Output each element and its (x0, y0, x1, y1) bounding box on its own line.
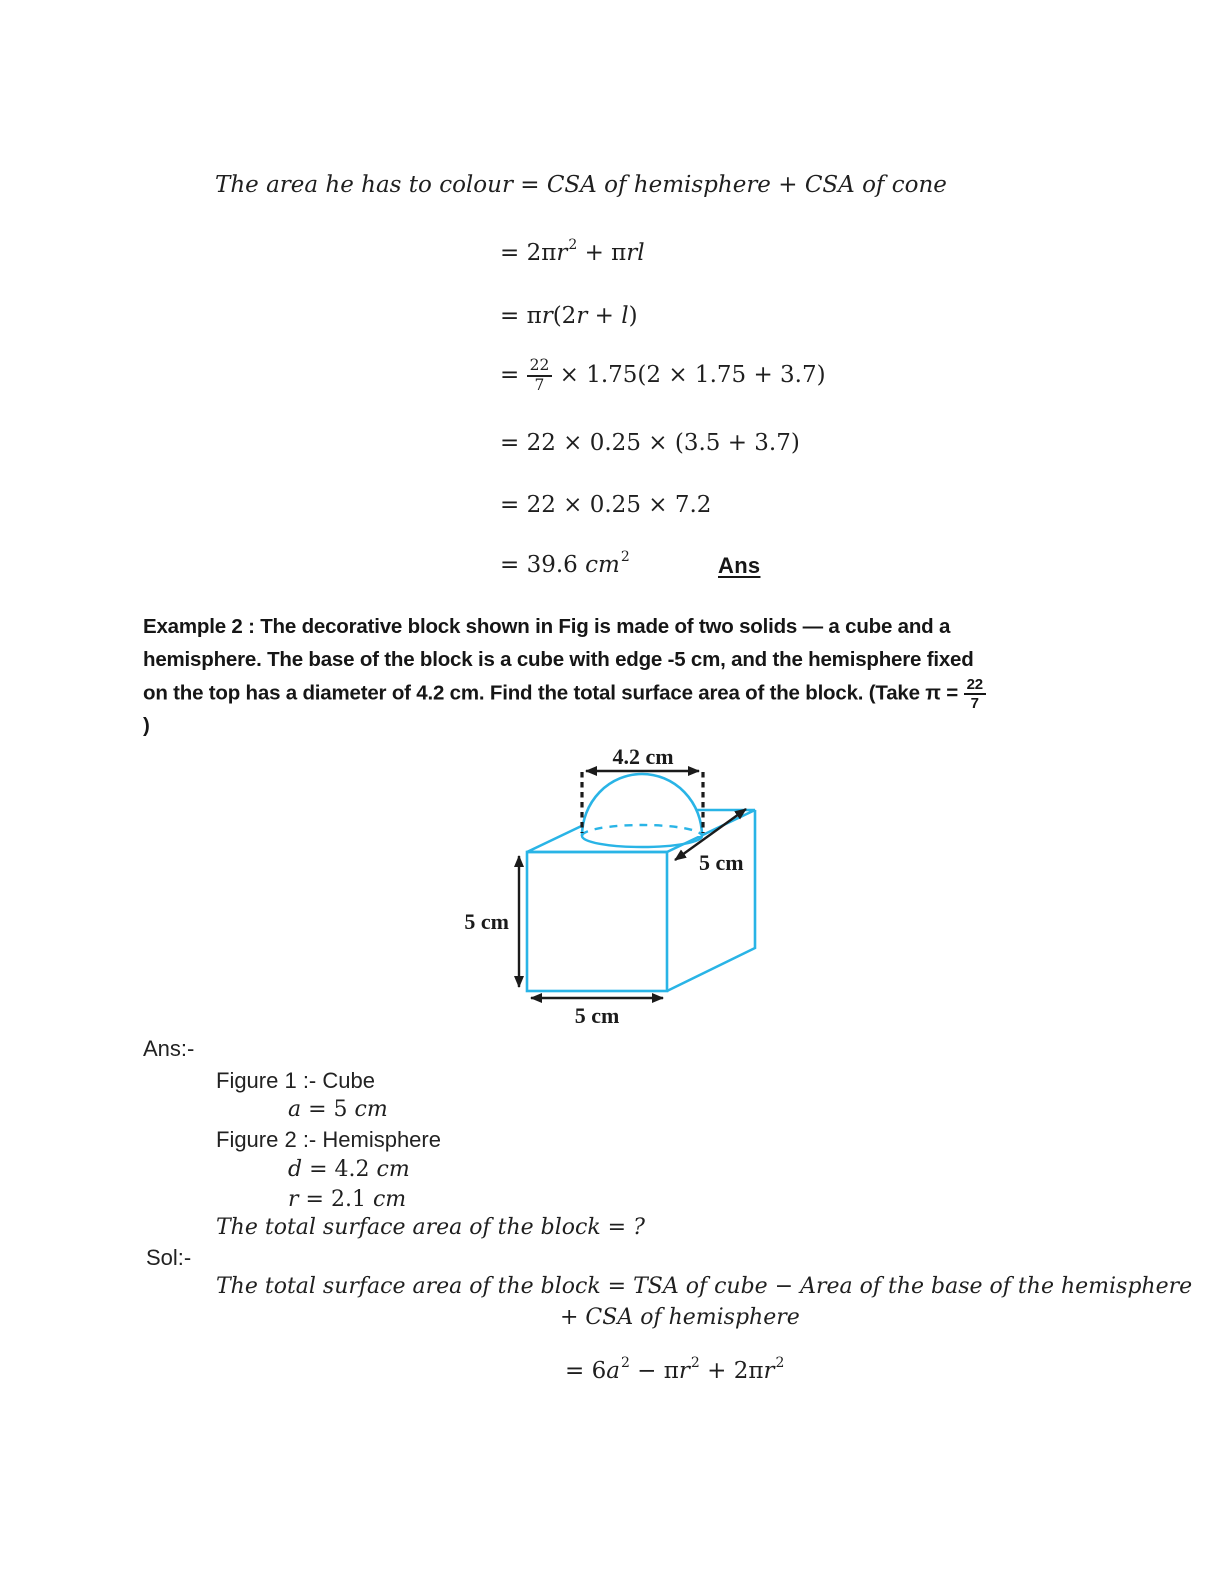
figure1-line: Figure 1 :- Cube (216, 1068, 375, 1093)
depth-label: 5 cm (699, 850, 744, 875)
example2-paragraph (143, 610, 986, 742)
equation-step5: = 22 × 0.25 × 7.2 (500, 492, 712, 518)
a-equals-line: a = 5 cm (288, 1097, 388, 1122)
height-label: 5 cm (464, 909, 509, 934)
equation-result: = 39.6 $cm^2$ (500, 549, 630, 578)
decorative-block-figure (440, 733, 850, 1033)
sol-line-1: The total surface area of the block = TSA of cube − Area of the base of the hemisphere (216, 1274, 1193, 1299)
paragraph-line-3-text: on the top has a diameter of 4.2 cm. Find the total surface area of the block. (Take π = (143, 681, 959, 705)
ans-label: Ans (718, 553, 761, 578)
pi-fraction: $\frac{22}{7}$ (964, 682, 986, 705)
paragraph-line-1: Example 2 : The decorative block shown in Fig is made of two solids — a cube and a (143, 615, 951, 638)
d-equals-line: d = 4.2 cm (288, 1157, 410, 1182)
final-equation: = $6a^2 - \pi r^2 + 2\pi r^2$ (565, 1355, 785, 1384)
hemisphere-fill (582, 774, 702, 836)
sol-heading: Sol:- (146, 1245, 192, 1270)
intro-math-line: The area he has to colour = CSA of hemisphere + CSA of cone (215, 172, 947, 198)
paragraph-line-3 (143, 676, 986, 713)
r-equals-line: r = 2.1 cm (288, 1187, 407, 1212)
cube-right-face-edges (667, 810, 755, 991)
paragraph-line-2: hemisphere. The base of the block is a cube with edge -5 cm, and the hemisphere fixed (143, 648, 974, 671)
diameter-label: 4.2 cm (612, 744, 674, 769)
equation-fraction-step: = $\frac{22}{7}$ × 1.75(2 × 1.75 + 3.7) (500, 356, 826, 394)
figure2-line: Figure 2 :- Hemisphere (216, 1127, 441, 1152)
equation-pir2rl: = πr(2r + l) (500, 303, 638, 329)
ans-heading: Ans:- (143, 1036, 195, 1061)
question-line: The total surface area of the block = ? (216, 1215, 645, 1240)
width-label: 5 cm (574, 1003, 620, 1028)
paragraph-closing-paren: ) (143, 714, 150, 737)
sol-line-2: + CSA of hemisphere (560, 1305, 800, 1330)
equation-2pir2: = $2\pi r^2 + \pi rl$ (500, 237, 645, 266)
hemisphere-base-front-arc (582, 836, 702, 847)
equation-step4: = 22 × 0.25 × (3.5 + 3.7) (500, 430, 800, 456)
cube-front-face (527, 852, 667, 991)
